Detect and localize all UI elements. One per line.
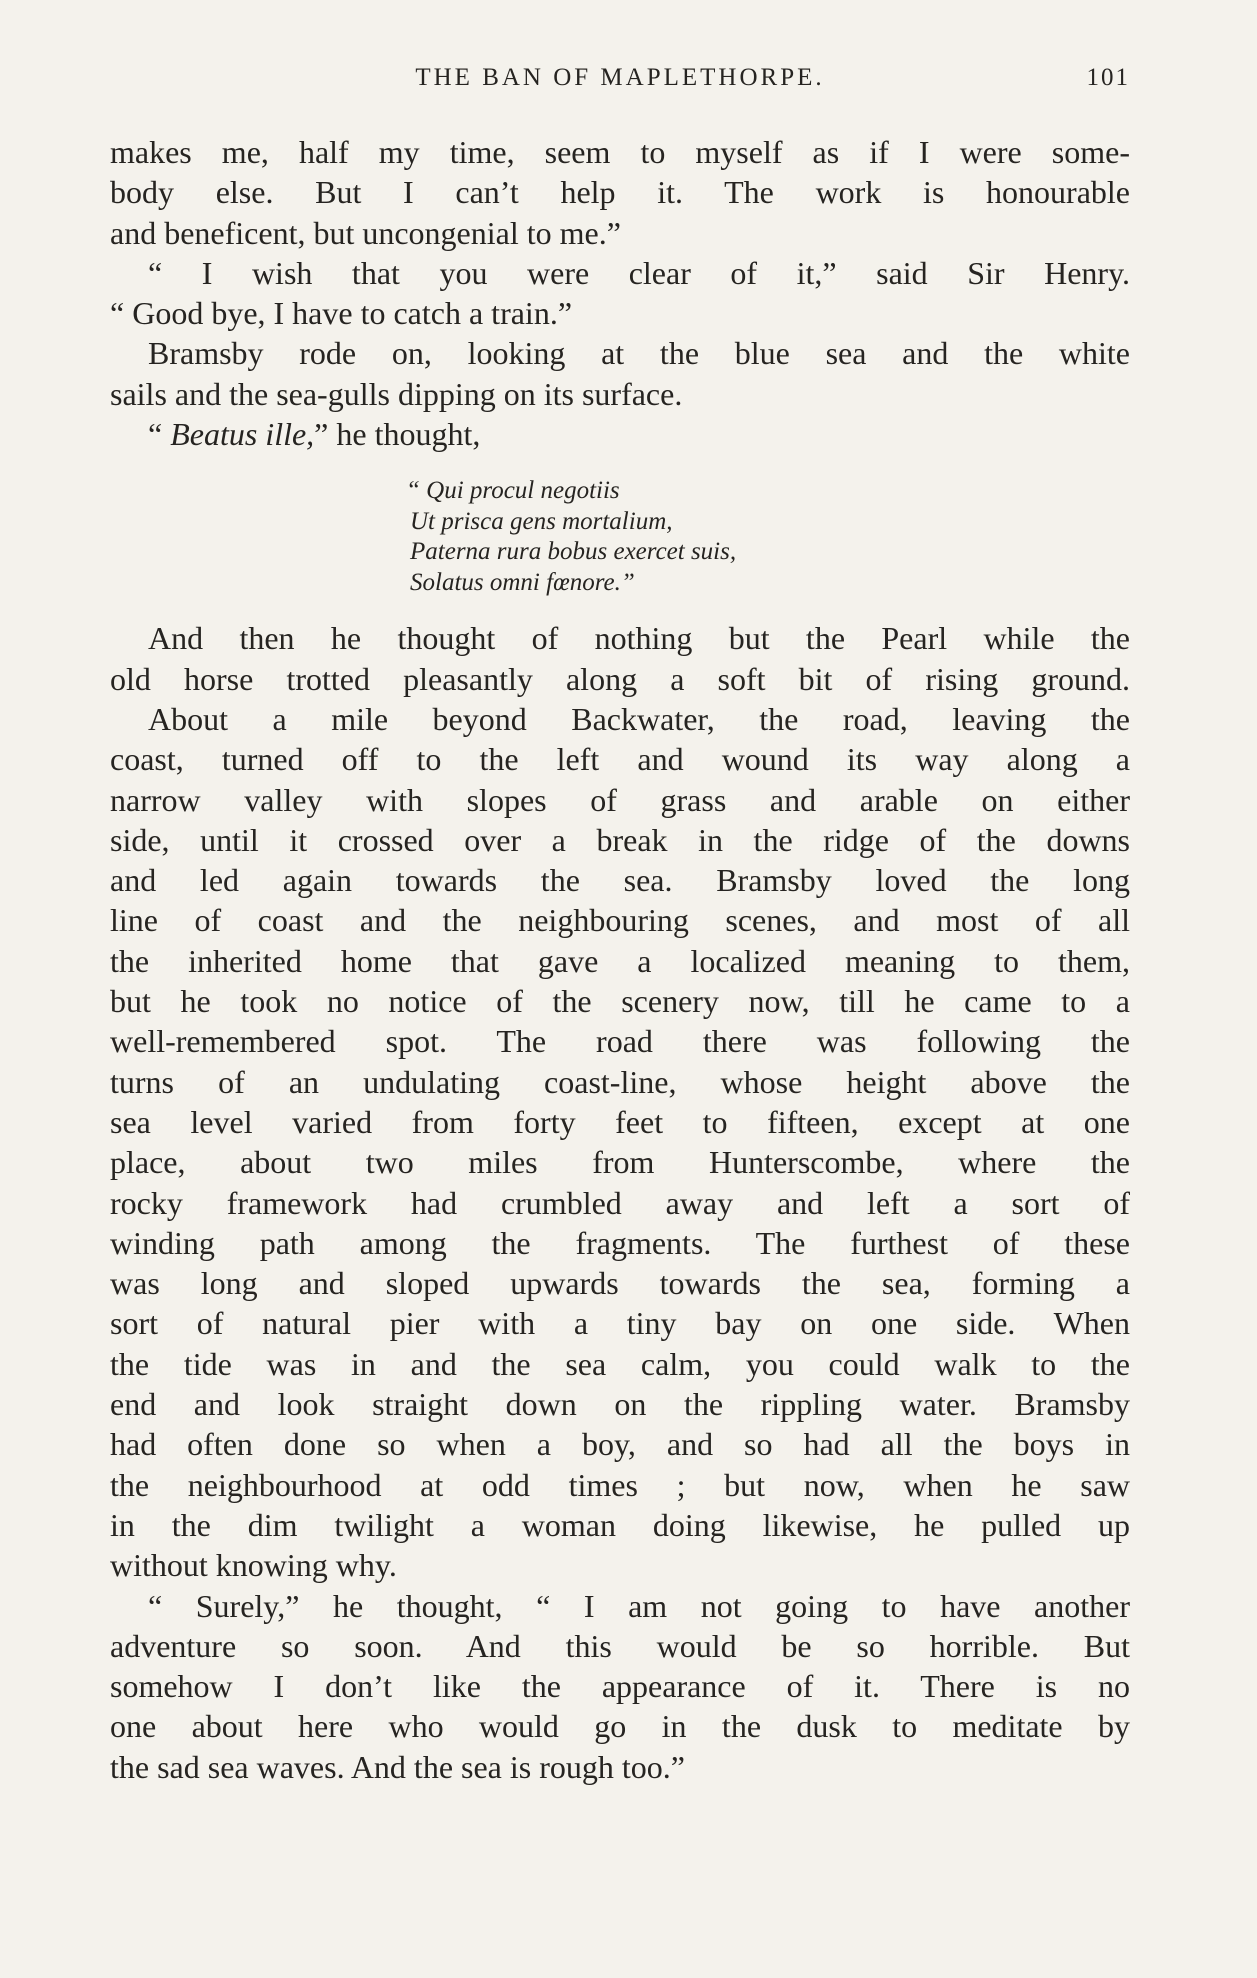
text-line: without knowing why. bbox=[110, 1547, 397, 1584]
running-head bbox=[110, 64, 1130, 100]
text-fragment: ” he thought, bbox=[314, 416, 481, 453]
text-line: side, until it crossed over a break in the ridge of the downs bbox=[110, 821, 1130, 858]
text-line: in the dim twilight a woman doing likewise, he pulled up bbox=[110, 1506, 1130, 1543]
text-line: old horse trotted pleasantly along a soft bit of rising ground. bbox=[110, 660, 1130, 697]
text-line: coast, turned off to the left and wound its way along a bbox=[110, 741, 1130, 778]
text-line: makes me, half my time, seem to myself as if I were some- bbox=[110, 134, 1130, 170]
text-line: the inherited home that gave a localized meaning to them, bbox=[110, 942, 1130, 979]
text-line: somehow I don’t like the appearance of it. There is no bbox=[110, 1668, 1130, 1705]
text-line: body else. But I can’t help it. The work is honourable bbox=[110, 174, 1130, 211]
text-line-beatus bbox=[110, 414, 1130, 454]
text-line: And then he thought of nothing but the Pearl while the bbox=[148, 620, 1130, 657]
text-line: Bramsby rode on, looking at the blue sea and the white bbox=[148, 335, 1130, 372]
text-line: the neighbourhood at odd times ; but now, when he saw bbox=[110, 1466, 1130, 1503]
text-line: About a mile beyond Backwater, the road, leaving the bbox=[148, 700, 1130, 737]
text-line: line of coast and the neighbouring scenes, and most of all bbox=[110, 902, 1130, 939]
text-line: end and look straight down on the rippling water. Bramsby bbox=[110, 1386, 1130, 1423]
text-line: had often done so when a boy, and so had all the boys in bbox=[110, 1426, 1130, 1463]
text-line: sails and the sea-gulls dipping on its surface. bbox=[110, 375, 683, 412]
text-line: was long and sloped upwards towards the sea, forming a bbox=[110, 1265, 1130, 1302]
running-title: THE BAN OF MAPLETHORPE. bbox=[415, 64, 825, 91]
text-line: “ I wish that you were clear of it,” said Sir Henry. bbox=[148, 254, 1130, 291]
text-line: adventure so soon. And this would be so horrible. But bbox=[110, 1627, 1130, 1664]
text-line: winding path among the fragments. The furthest of these bbox=[110, 1224, 1130, 1261]
text-line: rocky framework had crumbled away and left a sort of bbox=[110, 1184, 1130, 1221]
text-line: one about here who would go in the dusk to meditate by bbox=[110, 1708, 1130, 1745]
text-line: place, about two miles from Hunterscombe, where the bbox=[110, 1144, 1130, 1181]
text-line: and led again towards the sea. Bramsby loved the long bbox=[110, 862, 1130, 899]
text-line: “ Good bye, I have to catch a train.” bbox=[110, 295, 573, 332]
text-line: well-remembered spot. The road there was following the bbox=[110, 1023, 1130, 1060]
verse-line: “ Qui procul negotiis bbox=[406, 477, 620, 505]
text-line: but he took no notice of the scenery now, till he came to a bbox=[110, 983, 1130, 1020]
text-line: the tide was in and the sea calm, you could walk to the bbox=[110, 1345, 1130, 1382]
text-line: turns of an undulating coast-line, whose height above the bbox=[110, 1063, 1130, 1100]
text-line: the sad sea waves. And the sea is rough too.” bbox=[110, 1748, 685, 1785]
verse-quotation bbox=[110, 476, 1130, 598]
text-line: sea level varied from forty feet to fifteen, except at one bbox=[110, 1103, 1130, 1140]
text-line: “ Surely,” he thought, “ I am not going to have another bbox=[148, 1587, 1130, 1624]
quote-mark: “ bbox=[148, 416, 171, 453]
latin-phrase: Beatus ille, bbox=[170, 416, 315, 453]
page-number: 101 bbox=[1086, 64, 1130, 91]
text-line: narrow valley with slopes of grass and arable on either bbox=[110, 781, 1130, 818]
verse-line: Solatus omni fœnore.” bbox=[410, 568, 635, 596]
verse-line: Paterna rura bobus exercet suis, bbox=[410, 538, 737, 566]
verse-line: Ut prisca gens mortalium, bbox=[410, 507, 673, 535]
text-line: and beneficent, but uncongenial to me.” bbox=[110, 214, 621, 251]
body-text bbox=[110, 132, 1130, 1787]
text-line: sort of natural pier with a tiny bay on one side. When bbox=[110, 1305, 1130, 1342]
